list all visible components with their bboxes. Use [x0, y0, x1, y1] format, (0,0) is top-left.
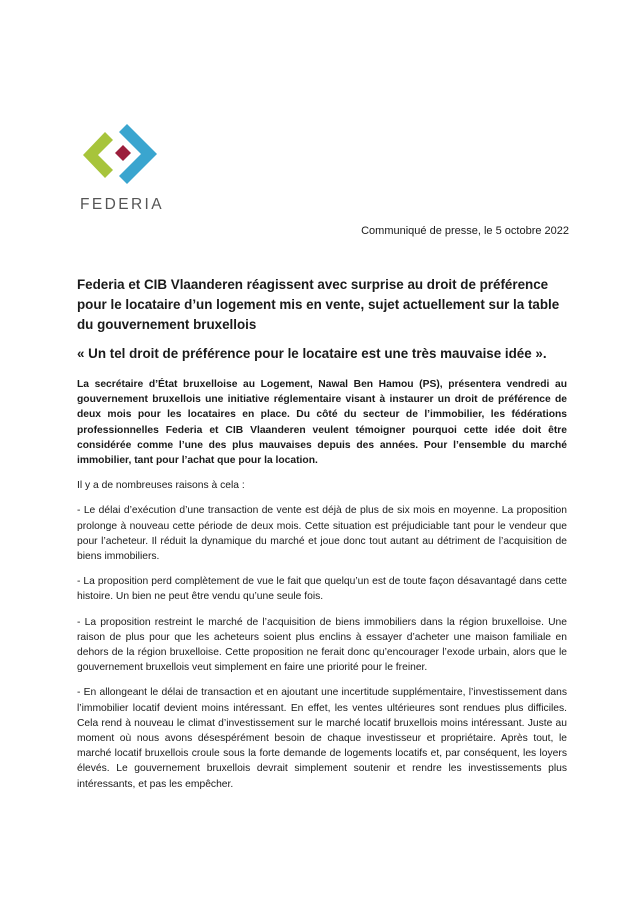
intro-line: Il y a de nombreuses raisons à cela :: [77, 480, 245, 492]
logo-red-diamond: [115, 145, 131, 161]
reason-paragraph: - En allongeant le délai de transaction et en ajoutant une incertitude supplémentaire, l’investissement dans l’immobilier locatif devient moins intéressant. En effet, les ventes ultérieures sont rendues plus difficiles. Cela rend à nouveau le climat d’investissement sur le marché locatif bruxellois moins intéressant. Juste au moment où nous avons désespérément besoin de chaque investisseur et propriétaire. Après tout, le marché locatif bruxellois croule sous la forte demande de logements locatifs et, par conséquent, les loyers élevés. Le gouvernement bruxellois devrait simplement soutenir et rendre les investissements plus intéressants, et pas les empêcher.: [77, 687, 567, 790]
reason-paragraph: - Le délai d’exécution d’une transaction de vente est déjà de plus de six mois en moyenne. La proposition prolonge à nouveau cette période de deux mois. Cette situation est préjudiciable tant pour le vendeur que pour l’acheteur. Il réduit la dynamique du marché et joue donc tout autant au détriment de l’acquisition de biens immobiliers.: [77, 505, 567, 563]
headline: Federia et CIB Vlaanderen réagissent avec surprise au droit de préférence pour le locataire d’un logement mis en vente, sujet actuellement sur la table du gouvernement bruxellois: [77, 277, 560, 332]
logo-green-chevron: [83, 132, 113, 178]
press-release-dateline: Communiqué de presse, le 5 octobre 2022: [361, 225, 569, 237]
logo-wordmark: FEDERIA: [80, 196, 164, 213]
reason-paragraph: - La proposition restreint le marché de l’acquisition de biens immobiliers dans la région bruxelloise. Une raison de plus pour que les acheteurs soient plus enclins à essayer d’acheter une maison familiale en dehors de la région bruxelloise. Cette proposition ne ferait donc qu’encourager l’exode urbain, alors que le gouvernement bruxellois veut simplement en faire une priorité pour le freiner.: [77, 616, 567, 674]
federia-logo-icon: [83, 116, 163, 192]
reason-paragraph: - La proposition perd complètement de vue le fait que quelqu’un est de toute façon désavantagé dans cette histoire. Un bien ne peut être vendu qu’une seule fois.: [77, 576, 567, 603]
press-release-body: [77, 275, 567, 792]
federia-logo: [80, 116, 170, 216]
lead-paragraph: La secrétaire d’État bruxelloise au Logement, Nawal Ben Hamou (PS), présentera vendredi au gouvernement bruxellois une initiative réglementaire visant à instaurer un droit de préférence de deux mois pour les locataires en place. Du côté du secteur de l’immobilier, les fédérations professionnelles Federia et CIB Vlaanderen veulent témoigner pourquoi cette idée doit être considérée comme l’une des plus mauvaises depuis des années. Pour l’ensemble du marché immobilier, tant pour l’achat que pour la location.: [77, 379, 567, 467]
quote-subheading: « Un tel droit de préférence pour le locataire est une très mauvaise idée ».: [77, 346, 547, 361]
